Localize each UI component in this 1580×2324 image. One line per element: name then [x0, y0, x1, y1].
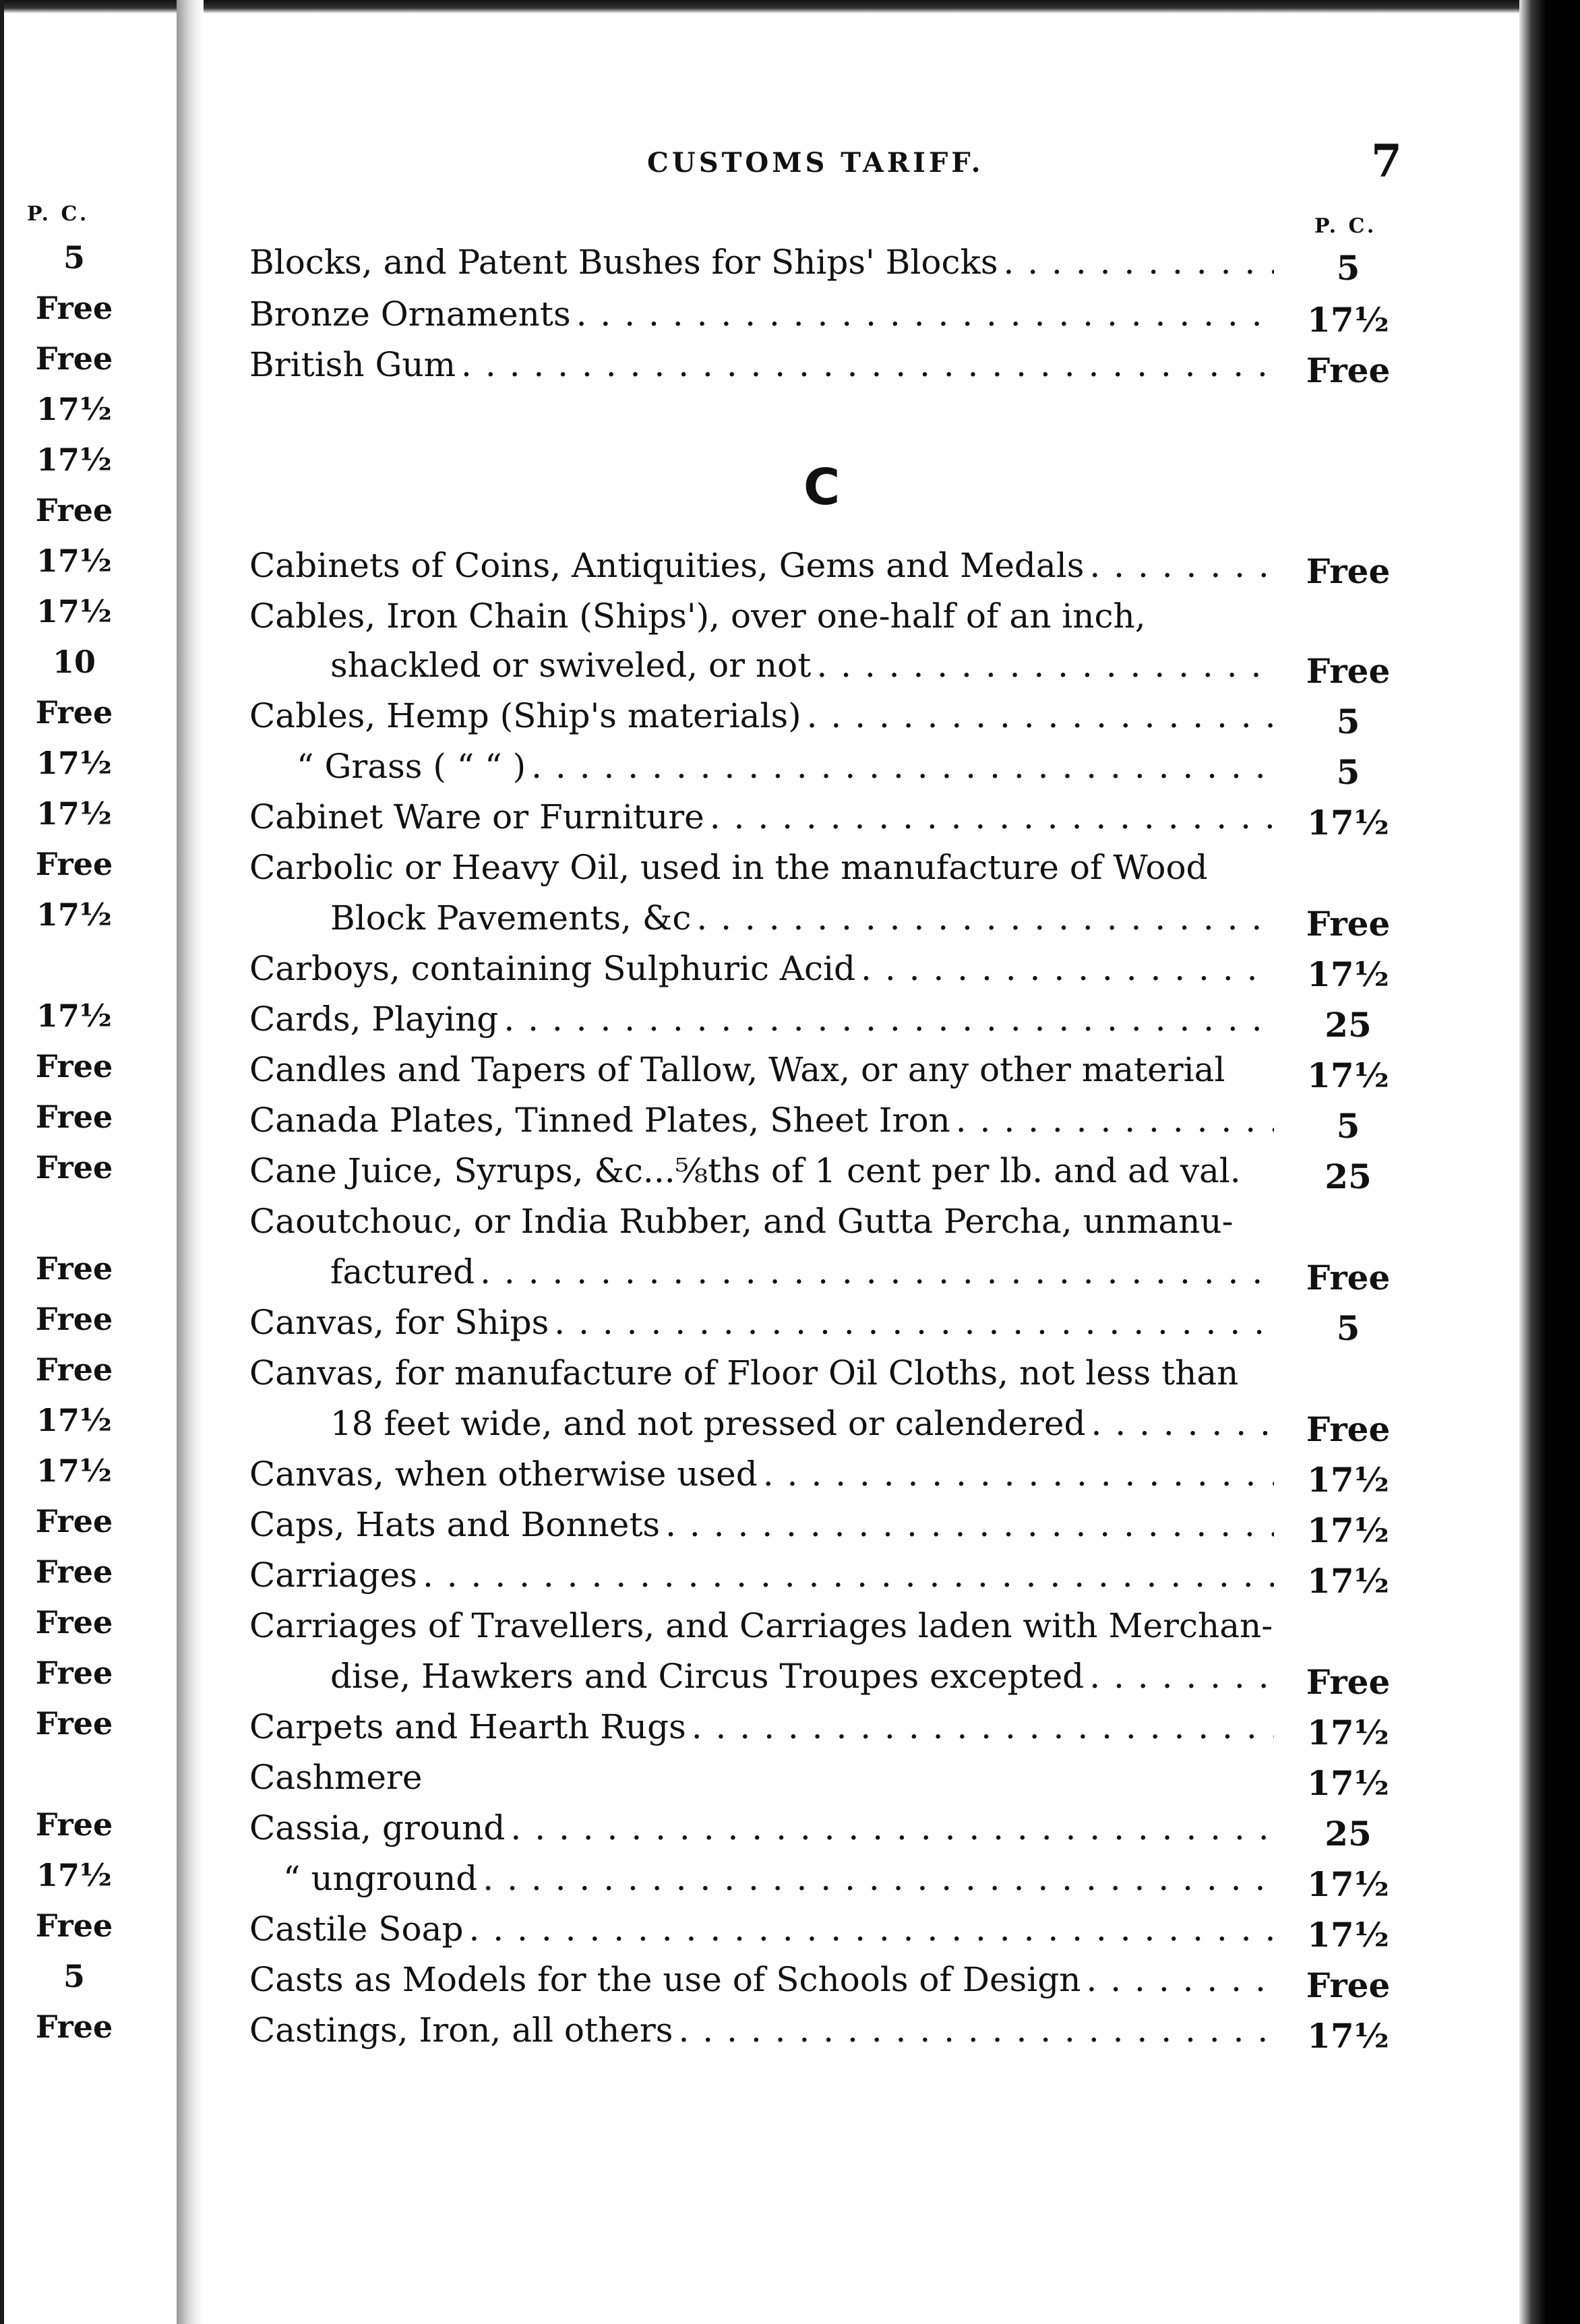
- previous-rate: 17½: [36, 543, 112, 579]
- entry-description: Cassia, ground: [249, 1808, 506, 1847]
- entry-rate: 5: [1336, 1106, 1360, 1146]
- previous-rate: Free: [35, 846, 113, 882]
- tariff-entry: [249, 1556, 1274, 1603]
- entry-description: Cabinet Ware or Furniture: [249, 797, 704, 836]
- tariff-entry: [249, 1859, 1274, 1906]
- entry-rate: Free: [1306, 551, 1391, 591]
- entry-description: “ Grass ( “ “ ): [297, 747, 526, 786]
- entry-description: factured: [330, 1252, 475, 1291]
- entry-rate: Free: [1306, 904, 1391, 944]
- tariff-entry: [249, 1303, 1274, 1350]
- entry-rate: 25: [1325, 1005, 1372, 1045]
- dot-leader: [807, 696, 1274, 735]
- tariff-entry: [249, 1050, 1274, 1097]
- dot-leader: [1089, 546, 1274, 585]
- entry-rate: 5: [1336, 248, 1360, 288]
- previous-rate: Free: [35, 1806, 113, 1843]
- previous-rate: 17½: [36, 745, 112, 781]
- entry-description: Cables, Hemp (Ship's materials): [249, 696, 801, 735]
- previous-rate: 17½: [36, 998, 112, 1034]
- dot-leader: [1091, 1404, 1274, 1443]
- entry-rate: 5: [1336, 752, 1360, 792]
- tariff-entry: [249, 1909, 1274, 1957]
- tariff-entry: [249, 1758, 1274, 1805]
- previous-rate: Free: [35, 1604, 113, 1641]
- page-number: 7: [1371, 135, 1402, 187]
- tariff-entry: [249, 797, 1274, 845]
- entry-description: Carriages of Travellers, and Carriages laden with Merchan-: [249, 1606, 1273, 1645]
- entry-rate: 17½: [1307, 2016, 1389, 2056]
- tariff-entry: [249, 1606, 1274, 1653]
- entry-description: Bronze Ornaments: [249, 295, 571, 334]
- entry-description: British Gum: [249, 345, 456, 384]
- tariff-entry: [249, 1455, 1274, 1502]
- dot-leader: [1003, 243, 1274, 282]
- dot-leader: [483, 1859, 1274, 1898]
- tariff-entry-continuation: [249, 646, 1274, 693]
- previous-rate: 17½: [36, 441, 112, 478]
- previous-rate: Free: [35, 1301, 113, 1337]
- page-gutter: [177, 0, 204, 2324]
- entry-description: “ unground: [283, 1859, 478, 1898]
- previous-rate: Free: [35, 1149, 113, 1186]
- dot-leader: [665, 1505, 1274, 1544]
- previous-rate: Free: [35, 492, 113, 528]
- previous-rate: 17½: [36, 1452, 112, 1489]
- entry-description: Carriages: [249, 1556, 417, 1595]
- previous-rate: Free: [35, 1048, 113, 1084]
- tariff-entry: [249, 1808, 1274, 1856]
- tariff-entry: [249, 243, 1274, 290]
- previous-rate: 17½: [36, 896, 112, 933]
- previous-rate: Free: [35, 1351, 113, 1388]
- previous-rate: Free: [35, 290, 113, 326]
- entry-rate: 17½: [1307, 1864, 1389, 1904]
- previous-rate: 17½: [36, 795, 112, 832]
- entry-rate: Free: [1306, 1409, 1391, 1449]
- entry-description: Castile Soap: [249, 1909, 464, 1949]
- previous-rate: Free: [35, 2009, 113, 2045]
- entry-rate: 5: [1336, 1308, 1360, 1348]
- entry-rate: Free: [1306, 651, 1391, 691]
- entry-description: Caoutchouc, or India Rubber, and Gutta Percha, unmanu-: [249, 1202, 1234, 1241]
- entry-description: Canvas, for manufacture of Floor Oil Cloths, not less than: [249, 1353, 1239, 1393]
- tariff-entry: [249, 1707, 1274, 1754]
- dot-leader: [1089, 1657, 1274, 1696]
- previous-rate: Free: [35, 1705, 113, 1742]
- tariff-entry: [249, 1101, 1274, 1148]
- entry-rate: 25: [1325, 1157, 1372, 1196]
- tariff-entry: [249, 747, 1274, 794]
- tariff-entry-continuation: [249, 898, 1274, 946]
- entry-rate: 17½: [1307, 1915, 1389, 1955]
- previous-page-rate-heading: P. C.: [27, 202, 90, 226]
- tariff-entry: [249, 696, 1274, 743]
- tariff-entry: [249, 1960, 1274, 2007]
- previous-rate: 17½: [36, 1857, 112, 1893]
- previous-rate: Free: [35, 340, 113, 377]
- entry-description: Carboys, containing Sulphuric Acid: [249, 949, 856, 988]
- entry-description: Blocks, and Patent Bushes for Ships' Blocks: [249, 243, 998, 282]
- dot-leader: [710, 797, 1274, 836]
- entry-rate: 17½: [1307, 1561, 1389, 1601]
- entry-description: Canvas, for Ships: [249, 1303, 549, 1342]
- entry-rate: Free: [1306, 1662, 1391, 1702]
- previous-rate: 17½: [36, 391, 112, 427]
- previous-rate: 17½: [36, 1402, 112, 1438]
- tariff-entry: [249, 1151, 1274, 1198]
- entry-description: 18 feet wide, and not pressed or calendered: [330, 1404, 1086, 1443]
- tariff-entry: [249, 2011, 1274, 2058]
- entry-description: Castings, Iron, all others: [249, 2011, 673, 2050]
- running-header: CUSTOMS TARIFF.: [647, 147, 984, 179]
- tariff-entry: [249, 1505, 1274, 1552]
- dot-leader: [423, 1556, 1274, 1595]
- previous-rate: Free: [35, 1250, 113, 1287]
- entry-description: Cane Juice, Syrups, &c...⅝ths of 1 cent per lb. and ad val.: [249, 1151, 1241, 1190]
- section-letter: C: [803, 458, 841, 516]
- entry-description: Caps, Hats and Bonnets: [249, 1505, 661, 1544]
- previous-rate: Free: [35, 1099, 113, 1135]
- dot-leader: [480, 1252, 1274, 1291]
- dot-leader: [510, 1808, 1274, 1847]
- tariff-entry: [249, 1353, 1274, 1401]
- entry-description: dise, Hawkers and Circus Troupes excepted: [330, 1657, 1085, 1696]
- tariff-entry: [249, 1202, 1274, 1249]
- previous-rate: 17½: [36, 593, 112, 630]
- tariff-entry: [249, 295, 1274, 342]
- entry-rate: Free: [1306, 1258, 1391, 1297]
- entry-rate: 17½: [1307, 1763, 1389, 1803]
- previous-rate: Free: [35, 1655, 113, 1691]
- entry-rate: 25: [1325, 1814, 1372, 1854]
- tariff-entry: [249, 949, 1274, 996]
- dot-leader: [956, 1101, 1274, 1140]
- entry-description: Cables, Iron Chain (Ships'), over one-half of an inch,: [249, 597, 1146, 636]
- entry-rate: 17½: [1307, 1460, 1389, 1500]
- dot-leader: [554, 1303, 1274, 1342]
- entry-description: Cards, Playing: [249, 1000, 499, 1039]
- tariff-entry-continuation: [249, 1657, 1274, 1704]
- entry-description: Canvas, when otherwise used: [249, 1455, 758, 1494]
- dot-leader: [461, 345, 1274, 384]
- tariff-entry-continuation: [249, 1252, 1274, 1299]
- entry-description: shackled or swiveled, or not: [330, 646, 812, 685]
- dot-leader: [504, 1000, 1274, 1039]
- entry-description: Casts as Models for the use of Schools of Design: [249, 1960, 1081, 1999]
- entry-rate: 17½: [1307, 1056, 1389, 1095]
- tariff-entry: [249, 597, 1274, 644]
- dot-leader: [692, 1707, 1274, 1746]
- entry-rate: 17½: [1307, 300, 1389, 340]
- previous-rate: Free: [35, 1554, 113, 1590]
- dot-leader: [1086, 1960, 1274, 1999]
- previous-rate: 10: [52, 644, 96, 680]
- tariff-entry: [249, 1000, 1274, 1047]
- dot-leader: [861, 949, 1274, 988]
- previous-rate: Free: [35, 1907, 113, 1944]
- dot-leader: [468, 1909, 1274, 1949]
- entry-description: Candles and Tapers of Tallow, Wax, or any other material: [249, 1050, 1225, 1089]
- previous-rate: Free: [35, 694, 113, 731]
- tariff-entry: [249, 848, 1274, 895]
- dot-leader: [678, 2011, 1274, 2050]
- entry-rate: Free: [1306, 350, 1391, 390]
- scan-top-edge: [0, 0, 1580, 13]
- rate-column-heading: P. C.: [1314, 214, 1377, 238]
- dot-leader: [531, 747, 1274, 786]
- tariff-entry-continuation: [249, 1404, 1274, 1451]
- entry-description: Canada Plates, Tinned Plates, Sheet Iron: [249, 1101, 950, 1140]
- tariff-entry: [249, 546, 1274, 593]
- entry-description: Cabinets of Coins, Antiquities, Gems and Medals: [249, 546, 1085, 585]
- previous-rate: 5: [63, 239, 85, 276]
- previous-rate: 5: [63, 1958, 85, 1994]
- dot-leader: [763, 1455, 1274, 1494]
- entry-rate: 17½: [1307, 1510, 1389, 1550]
- dot-leader: [816, 646, 1274, 685]
- entry-description: Block Pavements, &c: [330, 898, 692, 938]
- tariff-entry: [249, 345, 1274, 392]
- previous-rate: Free: [35, 1503, 113, 1539]
- scan-left-edge: [0, 0, 4, 2324]
- entry-rate: 17½: [1307, 1713, 1389, 1752]
- scan-right-edge: [1519, 0, 1580, 2324]
- previous-page-rate-column: [7, 0, 162, 2324]
- dot-leader: [576, 295, 1274, 334]
- entry-description: Carbolic or Heavy Oil, used in the manufacture of Wood: [249, 848, 1208, 887]
- dot-leader: [696, 898, 1274, 938]
- entry-description: Cashmere: [249, 1758, 423, 1797]
- entry-rate: 17½: [1307, 803, 1389, 843]
- entry-rate: 5: [1336, 702, 1360, 741]
- entry-rate: 17½: [1307, 954, 1389, 994]
- entry-description: Carpets and Hearth Rugs: [249, 1707, 686, 1746]
- entry-rate: Free: [1306, 1965, 1391, 2005]
